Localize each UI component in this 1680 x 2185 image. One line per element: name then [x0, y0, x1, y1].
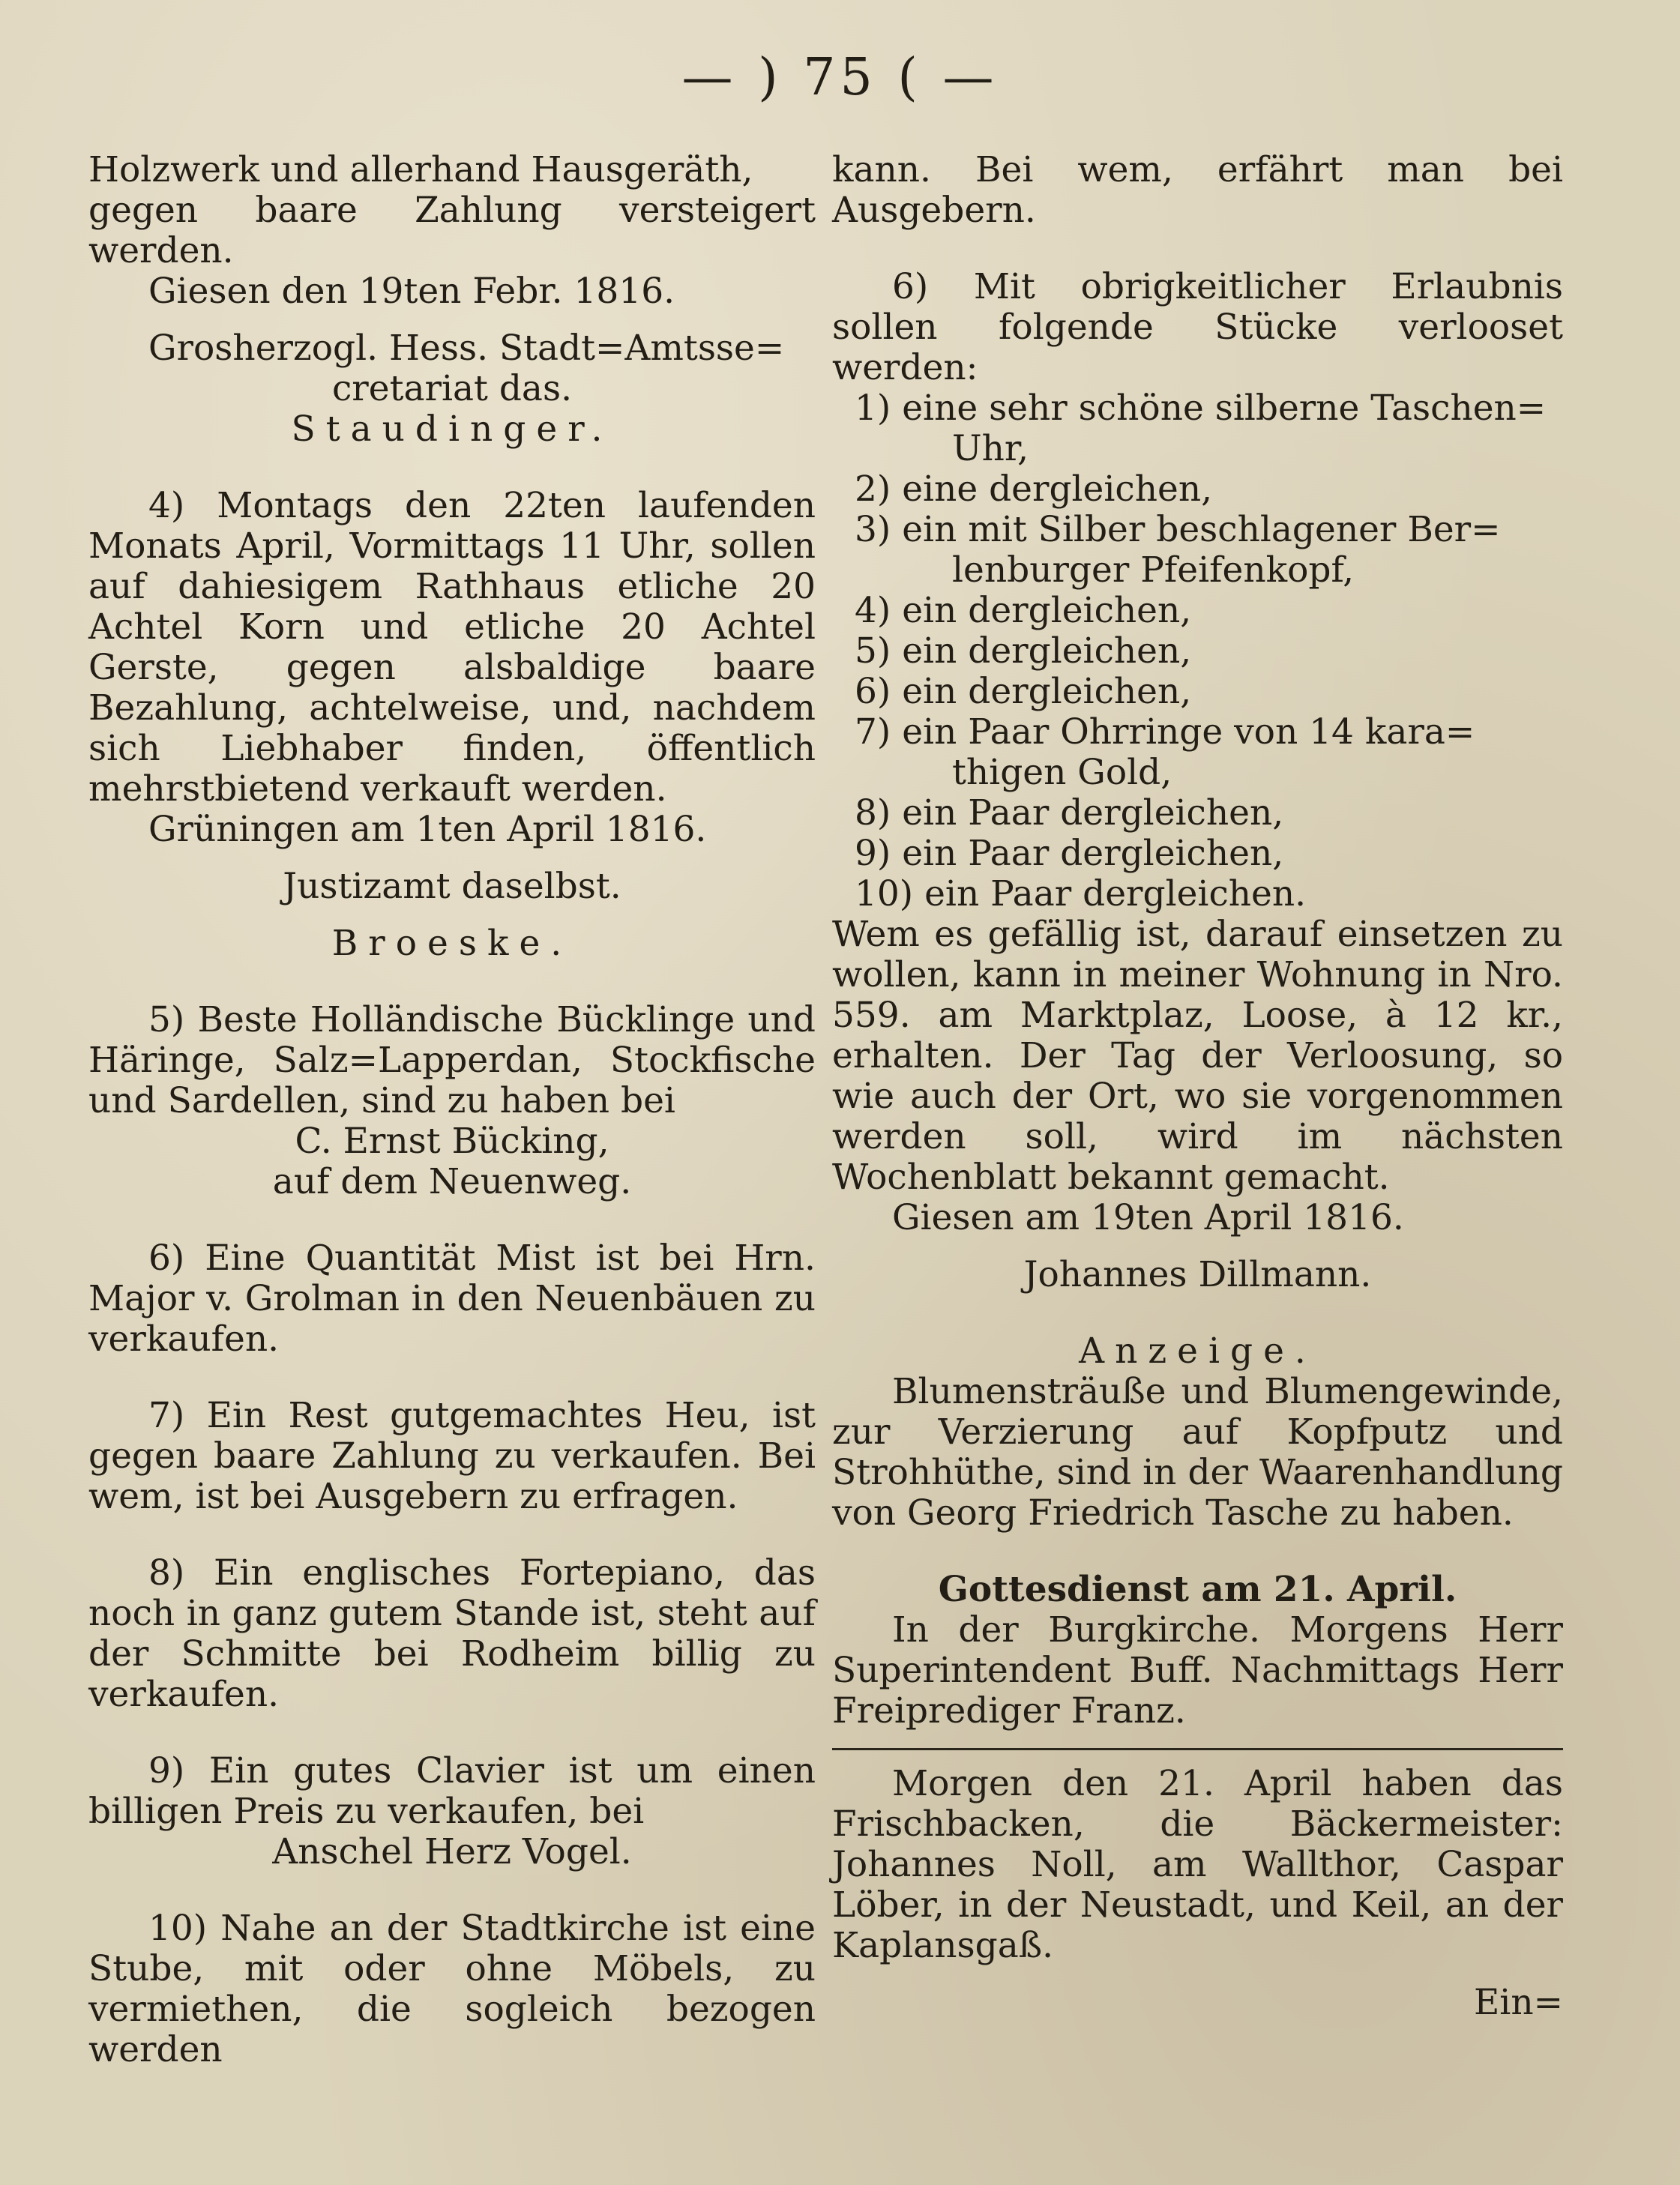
list-item: 4) ein dergleichen,: [855, 590, 1192, 631]
dateline: Giesen den 19ten Febr. 1816.: [148, 271, 675, 312]
signature-name: Staudinger.: [291, 409, 613, 450]
notice-9-text: 9) Ein gutes Clavier ist um einen billigen Preis zu verkaufen, bei: [88, 1750, 816, 1832]
continued-text: kann. Bei wem, erfährt man bei Ausgebern.: [832, 149, 1563, 231]
list-item: 5) ein dergleichen,: [855, 630, 1192, 672]
list-item: 3) ein mit Silber beschlagener Ber= lenburger Pfeifenkopf,: [855, 509, 1501, 591]
notice-title: Anzeige.: [1079, 1330, 1316, 1372]
list-item: 10) ein Paar dergleichen.: [855, 873, 1307, 914]
lottery-text: Wem es gefällig ist, darauf einsetzen zu wollen, kann in meiner Wohnung in Nro. 559. am Marktplaz, Loose, à 12 kr., erhalten. Der Tag der Verloosung, so wie auch der Ort, wo sie vorgenommen werden soll, wird im nächsten Wochenblatt bekannt gemacht.: [832, 914, 1563, 1198]
notice-5-merchant: C. Ernst Bücking,: [295, 1121, 609, 1162]
lottery-intro: 6) Mit obrigkeitlicher Erlaubnis sollen folgende Stücke verlooset werden:: [832, 266, 1563, 388]
notice-5-address: auf dem Neuenweg.: [272, 1161, 632, 1202]
notice-4-dateline: Grüningen am 1ten April 1816.: [148, 809, 707, 850]
list-item: 7) ein Paar Ohrringe von 14 kara= thigen Gold,: [855, 711, 1475, 793]
signature-office: Grosherzogl. Hess. Stadt=Amtsse=: [148, 328, 785, 369]
notice-5-text: 5) Beste Holländische Bücklinge und Häringe, Salz=Lapperdan, Stockfische und Sardellen, sind zu haben bei: [88, 999, 816, 1121]
divider: [832, 1748, 1563, 1750]
lottery-signature: Johannes Dillmann.: [1023, 1254, 1372, 1295]
lottery-dateline: Giesen am 19ten April 1816.: [892, 1197, 1404, 1238]
list-item: 6) ein dergleichen,: [855, 671, 1192, 712]
list-item: 2) eine dergleichen,: [855, 468, 1213, 510]
list-item: 1) eine sehr schöne silberne Taschen= Uhr,: [855, 388, 1547, 469]
notice-9-merchant: Anschel Herz Vogel.: [272, 1831, 632, 1872]
continued-text-line: gegen baare Zahlung versteigert werden.: [88, 190, 816, 271]
notice-4-office: Justizamt daselbst.: [283, 866, 621, 907]
signature-office: cretariat das.: [331, 368, 573, 409]
left-column: [88, 150, 816, 2070]
list-item: 9) ein Paar dergleichen,: [855, 833, 1284, 874]
service-title: Gottesdienst am 21. April.: [938, 1569, 1457, 1610]
service-text: In der Burgkirche. Morgens Herr Superintendent Buff. Nachmittags Herr Freiprediger Franz.: [832, 1609, 1563, 1732]
continued-text-line: Holzwerk und allerhand Hausgeräth,: [88, 149, 753, 190]
bakers-text: Morgen den 21. April haben das Frischbacken, die Bäckermeister: Johannes Noll, am Wallthor, Caspar Löber, in der Neustadt, und Keil, an der Kaplansgaß.: [832, 1763, 1563, 1966]
catchword: Ein=: [1474, 1982, 1563, 2023]
notice-text: Blumensträuße und Blumengewinde, zur Verzierung auf Kopfputz und Strohhüthe, sind in der Waarenhandlung von Georg Friedrich Tasche zu haben.: [832, 1371, 1563, 1534]
notice-4-text: 4) Montags den 22ten laufenden Monats April, Vormittags 11 Uhr, sollen auf dahiesigem Rathhaus etliche 20 Achtel Korn und etliche 20 Achtel Gerste, gegen alsbaldige baare Bezahlung, achtelweise, und, nachdem sich Liebhaber finden, öffentlich mehrstbietend verkauft werden.: [88, 485, 816, 810]
page-number: — ) 75 ( —: [681, 48, 999, 107]
notice-7-text: 7) Ein Rest gutgemachtes Heu, ist gegen baare Zahlung zu verkaufen. Bei wem, ist bei Ausgebern zu erfragen.: [88, 1395, 816, 1517]
notice-6-text: 6) Eine Quantität Mist ist bei Hrn. Major v. Grolman in den Neuenbäuen zu verkaufen.: [88, 1238, 816, 1360]
lottery-list: [832, 388, 1563, 914]
notice-10-text: 10) Nahe an der Stadtkirche ist eine Stube, mit oder ohne Möbels, zu vermiethen, die sogleich bezogen werden: [88, 1908, 816, 2070]
notice-8-text: 8) Ein englisches Fortepiano, das noch in ganz gutem Stande ist, steht auf der Schmitte bei Rodheim billig zu verkaufen.: [88, 1552, 816, 1715]
notice-4-name: Broeske.: [331, 923, 573, 964]
right-column: [832, 150, 1563, 2023]
list-item: 8) ein Paar dergleichen,: [855, 792, 1284, 834]
